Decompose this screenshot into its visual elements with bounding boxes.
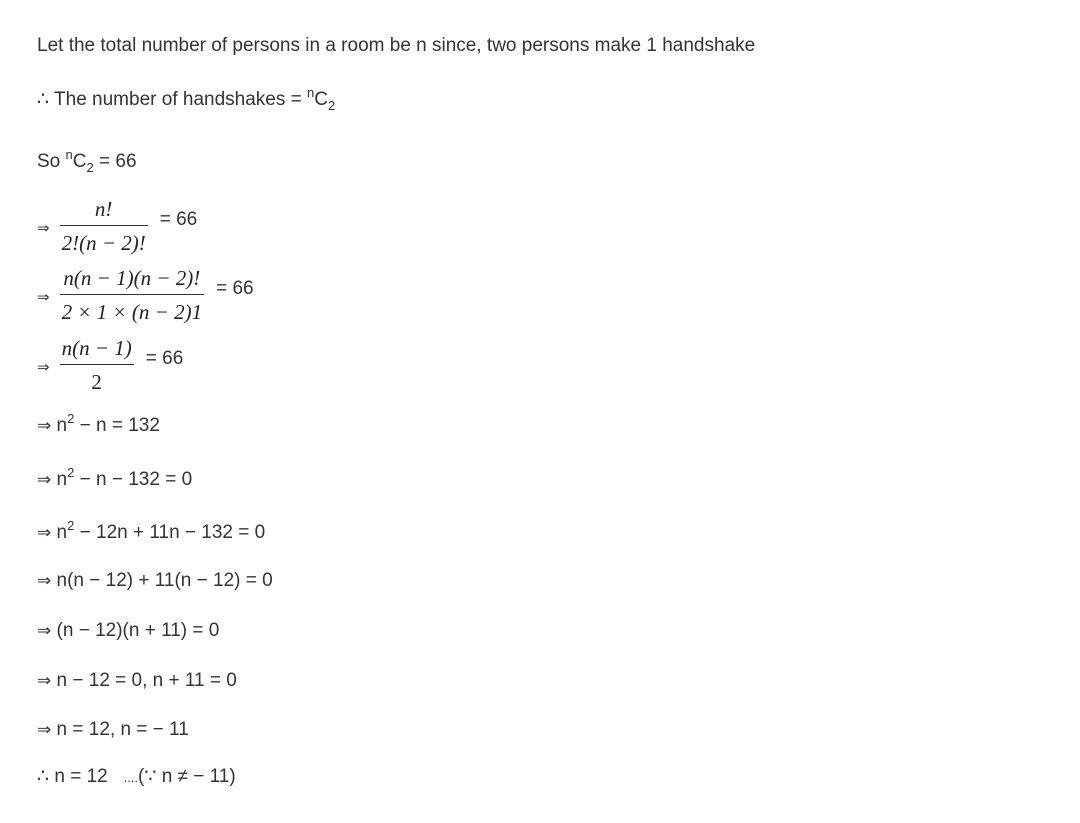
step-5 xyxy=(37,465,193,490)
therefore-symbol: ∴ xyxy=(37,89,50,110)
combo-superscript: n xyxy=(307,85,315,100)
step-exponent: 2 xyxy=(67,411,75,426)
equals-66: = 66 xyxy=(159,209,198,231)
step-base: n xyxy=(56,469,68,490)
combo-base: C xyxy=(72,151,87,172)
equals-66: = 66 xyxy=(99,151,137,172)
implies-arrow: ⇒ xyxy=(37,671,52,691)
step-rest: − 12n + 11n − 132 = 0 xyxy=(79,522,266,543)
intro-sentence: Let the total number of persons in a room be n since, two persons make 1 handshake xyxy=(37,35,756,56)
combo-subscript: 2 xyxy=(327,98,336,113)
fraction-denominator: 2 × 1 × (n − 2)1 xyxy=(61,300,203,325)
step-base: n xyxy=(56,415,68,436)
implies-arrow: ⇒ xyxy=(37,288,50,307)
final-dots: .... xyxy=(123,770,139,785)
implies-arrow: ⇒ xyxy=(37,571,52,591)
step-exponent: 2 xyxy=(67,518,75,533)
step-4 xyxy=(37,411,160,436)
step-text: (n − 12)(n + 11) = 0 xyxy=(56,620,220,641)
final-answer xyxy=(37,767,236,786)
step-text: n = 12, n = − 11 xyxy=(56,719,189,740)
equals-66: = 66 xyxy=(145,348,184,370)
fraction-denominator: 2!(n − 2)! xyxy=(61,231,146,256)
step-9 xyxy=(37,671,237,690)
fraction-numerator: n! xyxy=(94,197,113,221)
step-7 xyxy=(37,571,273,590)
fraction-bar xyxy=(60,294,205,295)
implies-arrow: ⇒ xyxy=(37,523,52,543)
step-rest: − n = 132 xyxy=(79,415,160,436)
step-10 xyxy=(37,720,189,739)
fraction xyxy=(60,265,205,326)
implies-arrow: ⇒ xyxy=(37,720,52,740)
combo-superscript: n xyxy=(65,147,73,162)
step-6 xyxy=(37,518,266,543)
implies-arrow: ⇒ xyxy=(37,219,50,238)
fraction-numerator: n(n − 1)(n − 2)! xyxy=(63,266,201,290)
implies-arrow: ⇒ xyxy=(37,470,52,490)
handshake-count-line xyxy=(37,85,336,113)
combo-base: C xyxy=(314,89,328,110)
combination-expression xyxy=(65,147,94,175)
so-equation-line xyxy=(37,147,137,175)
combo-subscript: 2 xyxy=(86,160,94,175)
fraction xyxy=(60,335,134,396)
step-exponent: 2 xyxy=(67,465,75,480)
step-base: n xyxy=(56,522,68,543)
equals-66: = 66 xyxy=(216,278,254,300)
fraction-step-3 xyxy=(37,335,183,396)
step-text: n − 12 = 0, n + 11 = 0 xyxy=(56,670,237,691)
combination-expression xyxy=(307,85,336,113)
implies-arrow: ⇒ xyxy=(37,621,52,641)
fraction-step-1 xyxy=(37,196,197,257)
so-label: So xyxy=(37,151,61,172)
therefore-symbol: ∴ xyxy=(37,766,50,787)
fraction-bar xyxy=(60,225,148,226)
fraction xyxy=(60,196,148,257)
step-8 xyxy=(37,621,219,640)
step-text: n(n − 12) + 11(n − 12) = 0 xyxy=(56,570,273,591)
fraction-step-2 xyxy=(37,265,254,326)
implies-arrow: ⇒ xyxy=(37,416,52,436)
fraction-numerator: n(n − 1) xyxy=(61,336,132,360)
intro-text xyxy=(37,36,755,55)
final-reason: (∵ n ≠ − 11) xyxy=(138,766,236,787)
count-label: The number of handshakes = xyxy=(54,89,302,110)
implies-arrow: ⇒ xyxy=(37,358,50,377)
fraction-denominator: 2 xyxy=(91,370,102,395)
fraction-bar xyxy=(60,364,134,365)
step-rest: − n − 132 = 0 xyxy=(79,469,193,490)
final-value: n = 12 xyxy=(54,766,108,787)
